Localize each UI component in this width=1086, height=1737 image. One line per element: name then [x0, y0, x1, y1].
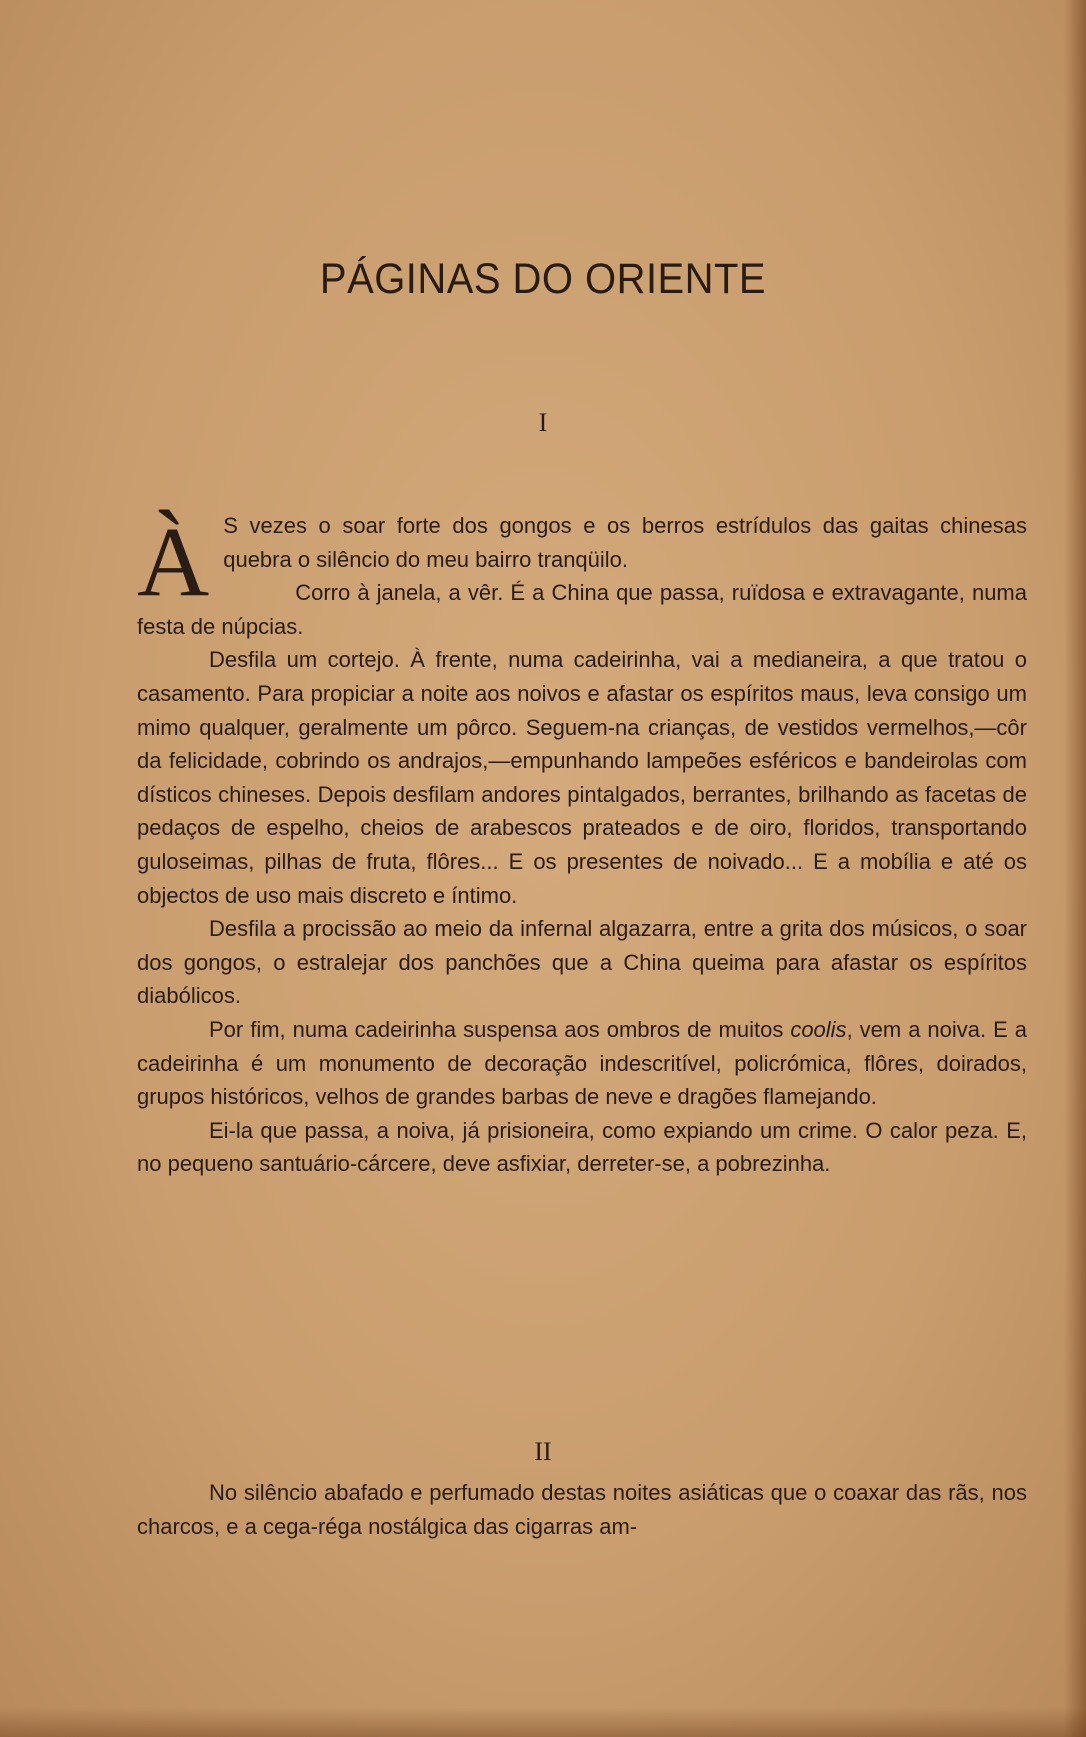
paragraph: Desfila a procissão ao meio da infernal algazarra, entre a grita dos músicos, o soar dos gongos, o estralejar dos panchões que a China queima para afastar os espíritos diabólicos.	[137, 916, 1027, 1009]
page-title: PÁGINAS DO ORIENTE	[319, 255, 767, 303]
paragraph: Corro à janela, a vêr. É a China que passa, ruïdosa e extravagante, numa festa de núpcias.	[137, 580, 1027, 639]
paragraph: No silêncio abafado e perfumado destas noites asiáticas que o coaxar das rãs, nos charcos, e a cega-réga nostálgica das cigarras am-	[137, 1480, 1027, 1539]
page-bottom-shadow	[0, 1707, 1086, 1737]
section-number-two: II	[534, 1437, 552, 1466]
paragraph: Desfila um cortejo. À frente, numa cadeirinha, vai a medianeira, a que tratou o casamento. Para propiciar a noite aos noivos e afastar os espíritos maus, leva consigo um mimo qualquer, geralmente um pôrco. Seguem-na crianças, de vestidos vermelhos,—côr da felicidade, cobrindo os andrajos,—empunhando lampeões esféricos e bandeirolas com dísticos chineses. Depois desfilam andores pintalgados, berrantes, brilhando as facetas de pedaços de espelho, cheios de arabescos prateados e de oiro, floridos, transportando guloseimas, pilhas de fruta, flôres... E os presentes de noivado... E a mobília e até os objectos de uso mais discreto e íntimo.	[137, 647, 1027, 908]
drop-cap: À	[137, 506, 210, 617]
paragraph: Ei-la que passa, a noiva, já prisioneira, como expiando um crime. O calor peza. E, no pequeno santuário-cárcere, deve asfixiar, derreter-se, a pobrezinha.	[137, 1117, 1027, 1177]
italic-word: coolis	[790, 1016, 847, 1042]
opening-paragraph: À S vezes o soar forte dos gongos e os berros estrídulos das gaitas chinesas quebra o silêncio do meu bairro tranqüilo.	[137, 506, 1027, 617]
page-edge-shadow	[1064, 0, 1086, 1737]
section-number-one: I	[538, 408, 548, 437]
paragraph: Por fim, numa cadeirinha suspensa aos ombros de muitos coolis, vem a noiva. E a cadeirinha é um monumento de decoração indescritível, policrómica, flôres, doirados, grupos históricos, velhos de grandes barbas de neve e dragões flamejando.	[137, 1016, 1027, 1110]
section-one-text	[137, 506, 1027, 1181]
section-two-text	[137, 1476, 1027, 1543]
